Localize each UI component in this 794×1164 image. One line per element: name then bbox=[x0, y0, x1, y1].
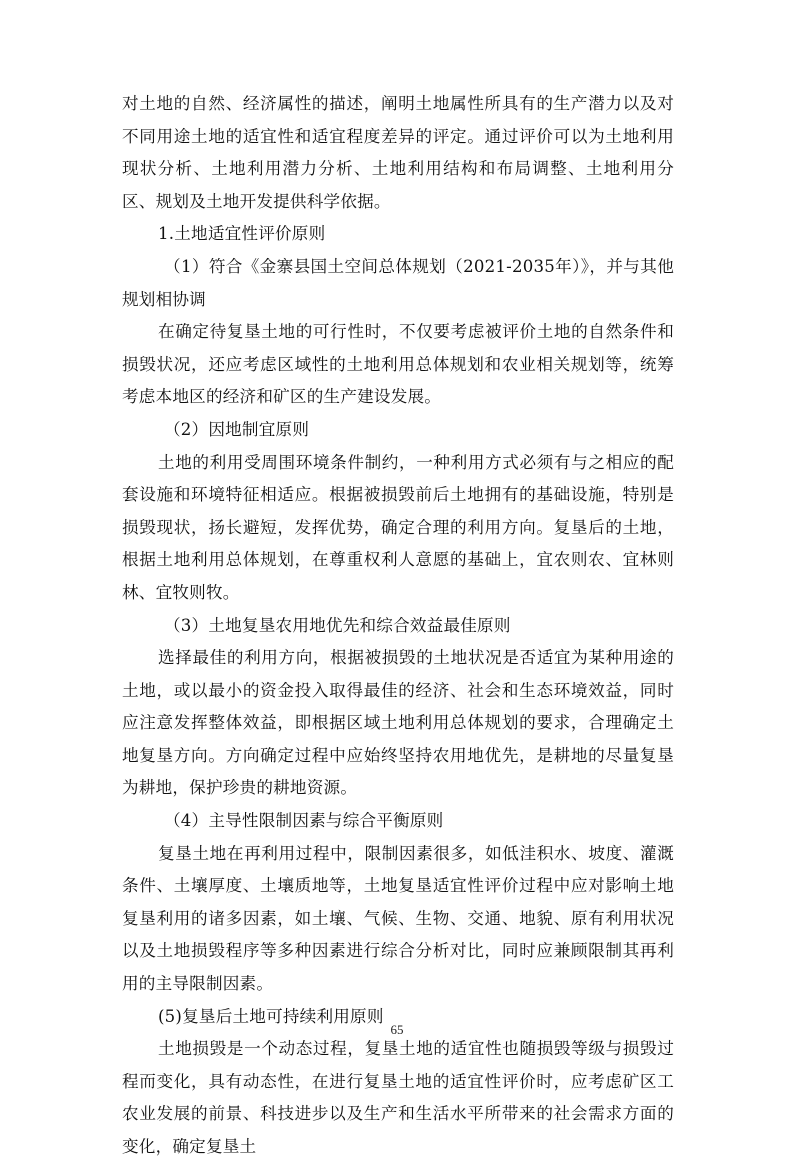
section-heading: 1.土地适宜性评价原则 bbox=[158, 224, 326, 244]
principle-heading-1: （1）符合《金寨县国土空间总体规划（2021-2035年）》，并与其他规划相协调 bbox=[122, 256, 674, 309]
principle-heading-2: （2）因地制宜原则 bbox=[164, 419, 310, 439]
body-paragraph-5: 土地损毁是一个动态过程，复垦土地的适宜性也随损毁等级与损毁过程而变化，具有动态性，在进行复垦土地的适宜性评价时，应考虑矿区工农业发展的前景、科技进步以及生产和生活水平所带来的社会需求方面的变化，确定复垦土 bbox=[122, 1039, 674, 1156]
body-paragraph-2: 土地的利用受周围环境条件制约，一种利用方式必须有与之相应的配套设施和环境特征相适应。根据被损毁前后土地拥有的基础设施，特别是损毁现状，扬长避短，发挥优势，确定合理的利用方向。复垦后的土地，根据土地利用总体规划，在尊重权利人意愿的基础上，宜农则农、宜林则林、宜牧则牧。 bbox=[122, 452, 674, 602]
body-paragraph-3: 选择最佳的利用方向，根据被损毁的土地状况是否适宜为某种用途的土地，或以最小的资金投入取得最佳的经济、社会和生态环境效益，同时应注意发挥整体效益，即根据区域土地利用总体规划的要求，合理确定土地复垦方向。方向确定过程中应始终坚持农用地优先，是耕地的尽量复垦为耕地，保护珍贵的耕地资源。 bbox=[122, 648, 674, 798]
paragraph-continuation: 对土地的自然、经济属性的描述，阐明土地属性所具有的生产潜力以及对不同用途土地的适宜性和适宜程度差异的评定。通过评价可以为土地利用现状分析、土地利用潜力分析、土地利用结构和布局调整、土地利用分区、规划及土地开发提供科学依据。 bbox=[122, 94, 674, 211]
principle-heading-5: (5)复垦后土地可持续利用原则 bbox=[158, 1006, 384, 1026]
principle-heading-4: （4）主导性限制因素与综合平衡原则 bbox=[164, 811, 444, 831]
page-body bbox=[122, 88, 674, 1164]
body-paragraph-4: 复垦土地在再利用过程中，限制因素很多，如低洼积水、坡度、灌溉条件、土壤厚度、土壤质地等，土地复垦适宜性评价过程中应对影响土地复垦利用的诸多因素，如土壤、气候、生物、交通、地貌、原有利用状况以及土地损毁程序等多种因素进行综合分析对比，同时应兼顾限制其再利用的主导限制因素。 bbox=[122, 843, 674, 994]
body-paragraph-1: 在确定待复垦土地的可行性时，不仅要考虑被评价土地的自然条件和损毁状况，还应考虑区域性的土地利用总体规划和农业相关规划等，统筹考虑本地区的经济和矿区的生产建设发展。 bbox=[122, 322, 674, 407]
principle-heading-3: （3）土地复垦农用地优先和综合效益最佳原则 bbox=[164, 615, 511, 635]
page-number: 65 bbox=[390, 1022, 404, 1037]
